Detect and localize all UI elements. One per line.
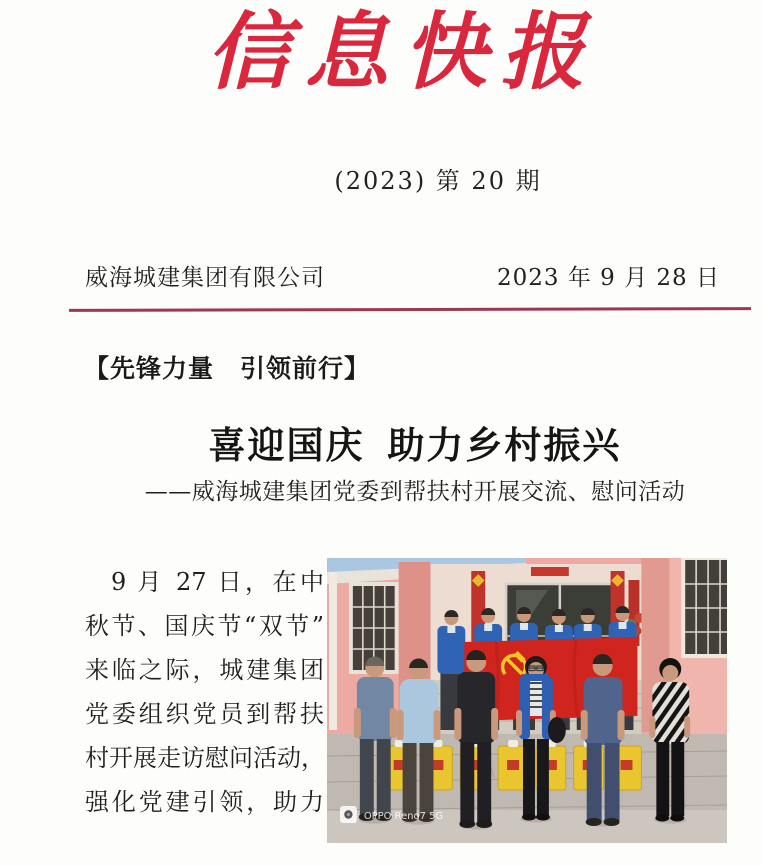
door-plaque — [531, 567, 569, 576]
article-headline: 喜迎国庆 助力乡村振兴 — [208, 423, 622, 467]
article-photo — [327, 558, 727, 843]
body-line-3: 来临之际，城建集团 — [85, 656, 324, 684]
body-line-6: 强化党建引领，助力 — [85, 788, 324, 816]
body-line-5: 村开展走访慰问活动， — [85, 744, 325, 772]
camera-icon — [344, 810, 352, 818]
watermark-text: OPPO Reno7 5G — [363, 810, 444, 823]
window-right — [681, 558, 727, 658]
body-line-1: 9 月 27 日，在中 — [111, 568, 324, 596]
body-paragraph — [85, 560, 324, 824]
downspout — [329, 572, 337, 730]
issue-number: (2023) 第 20 期 — [334, 167, 542, 195]
publish-date: 2023 年 9 月 28 日 — [497, 265, 720, 291]
red-divider — [69, 307, 751, 312]
masthead-title: 信息快报 — [206, 2, 599, 101]
handbag — [548, 717, 566, 743]
article-subtitle: ——威海城建集团党委到帮扶村开展交流、慰问活动 — [144, 479, 686, 505]
meta-row — [85, 259, 720, 292]
company-name: 威海城建集团有限公司 — [85, 265, 325, 291]
section-header: 【先锋力量 引领前行】 — [84, 354, 371, 383]
body-line-4: 党委组织党员到帮扶 — [85, 700, 324, 728]
body-line-2: 秋节、国庆节“双节” — [85, 612, 324, 640]
photo-illustration — [327, 558, 727, 843]
